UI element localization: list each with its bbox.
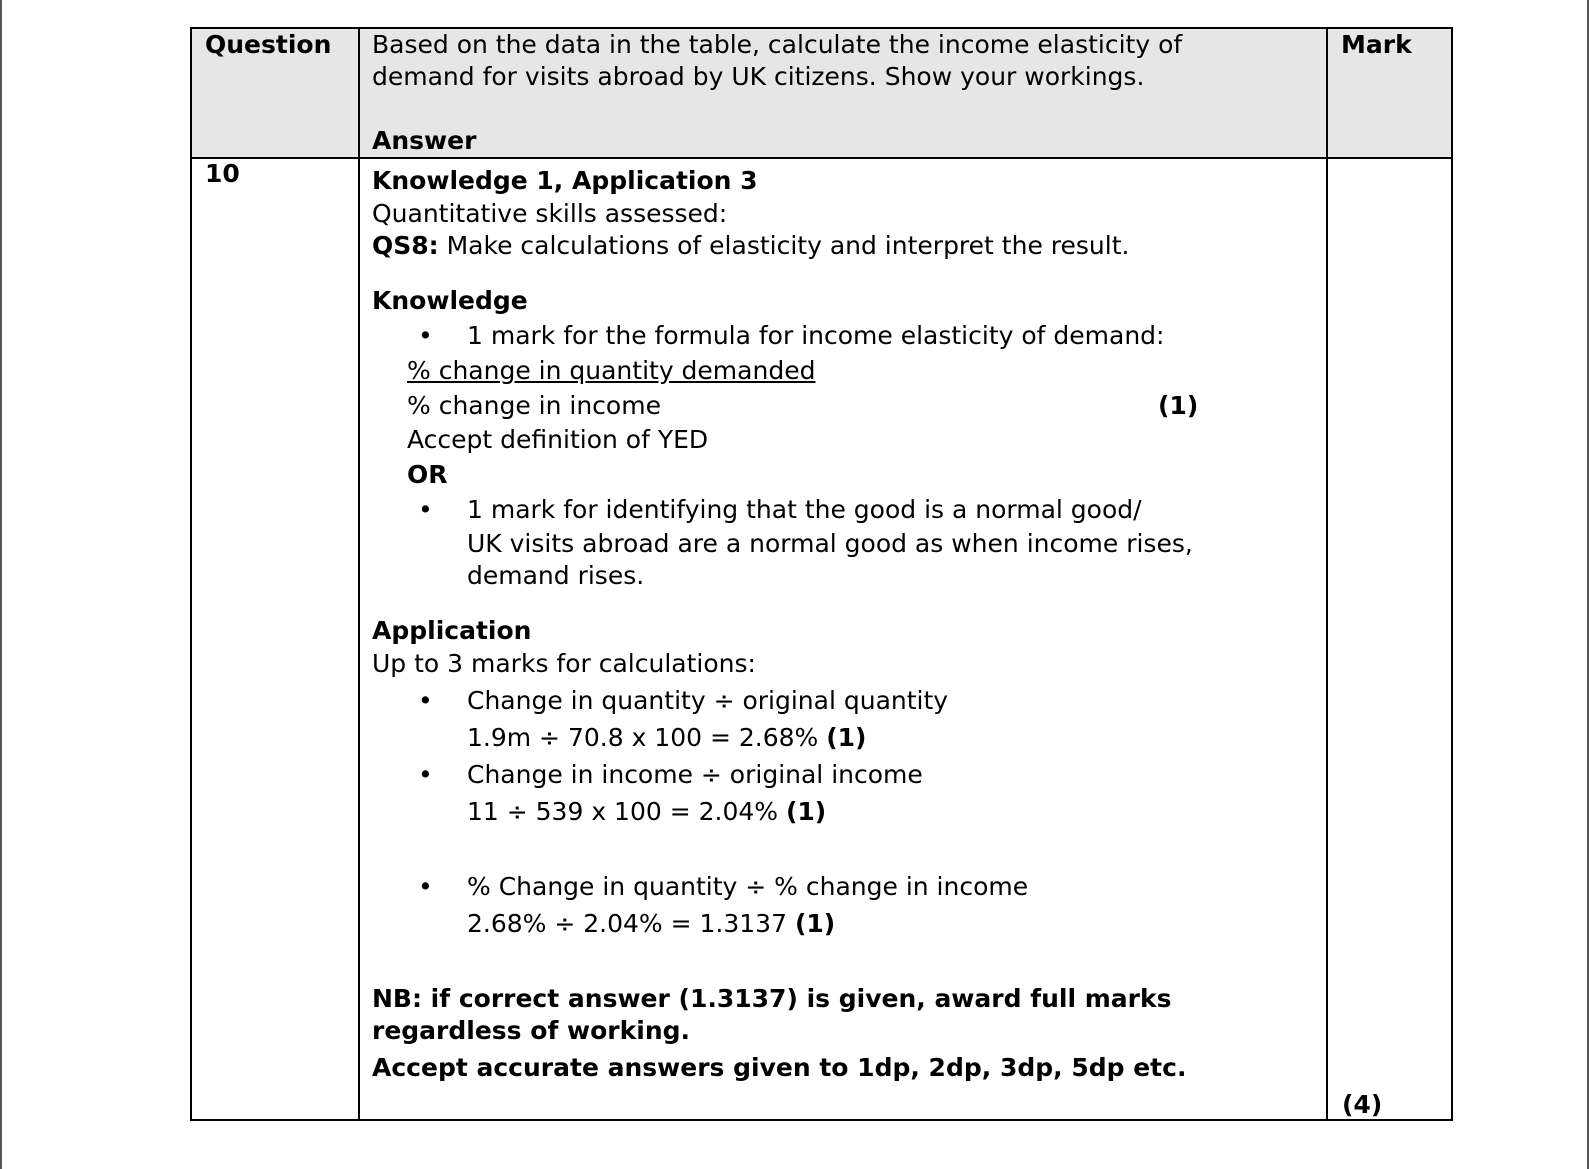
application-item-calc bbox=[467, 797, 826, 827]
or-label: OR bbox=[407, 460, 448, 489]
note-line: Accept accurate answers given to 1dp, 2dp, 3dp, 5dp etc. bbox=[372, 1053, 1187, 1082]
calc-mark: (1) bbox=[794, 909, 836, 938]
knowledge-bullet-line: demand rises. bbox=[467, 561, 645, 590]
prompt-line: Based on the data in the table, calculate the income elasticity of bbox=[372, 30, 1183, 59]
answer-header: Answer bbox=[372, 126, 477, 155]
column-divider bbox=[1326, 29, 1328, 1119]
bullet-icon: • bbox=[418, 760, 433, 789]
prompt-line: demand for visits abroad by UK citizens. Show your workings. bbox=[372, 62, 1145, 91]
application-item-calc bbox=[467, 723, 866, 753]
application-item-label: % Change in quantity ÷ % change in income bbox=[467, 872, 1029, 901]
column-divider bbox=[358, 29, 360, 1119]
note-line: regardless of working. bbox=[372, 1016, 691, 1045]
skills-label: Quantitative skills assessed: bbox=[372, 199, 728, 228]
knowledge-bullet-line: UK visits abroad are a normal good as when income rises, bbox=[467, 529, 1193, 558]
calc-text: 2.68% ÷ 2.04% = 1.3137 bbox=[467, 909, 795, 938]
calc-mark: (1) bbox=[785, 797, 827, 826]
note-line: NB: if correct answer (1.3137) is given, award full marks bbox=[372, 984, 1172, 1013]
application-item-label: Change in income ÷ original income bbox=[467, 760, 923, 789]
calc-text: 1.9m ÷ 70.8 x 100 = 2.68% bbox=[467, 723, 827, 752]
application-item-label: Change in quantity ÷ original quantity bbox=[467, 686, 949, 715]
mark-header: Mark bbox=[1341, 30, 1412, 59]
qs-line bbox=[372, 231, 1129, 261]
application-item-calc bbox=[467, 909, 835, 939]
bullet-icon: • bbox=[418, 495, 433, 524]
calc-text: 11 ÷ 539 x 100 = 2.04% bbox=[467, 797, 786, 826]
application-title: Application bbox=[372, 616, 532, 645]
formula-mark: (1) bbox=[1158, 391, 1199, 420]
qs-code: QS8: bbox=[372, 231, 439, 260]
formula-denominator: % change in income bbox=[407, 391, 661, 420]
application-intro: Up to 3 marks for calculations: bbox=[372, 649, 756, 678]
knowledge-title: Knowledge bbox=[372, 286, 528, 315]
question-number: 10 bbox=[205, 159, 240, 188]
qs-text: Make calculations of elasticity and interpret the result. bbox=[438, 231, 1130, 260]
total-mark: (4) bbox=[1342, 1090, 1383, 1119]
bullet-icon: • bbox=[418, 872, 433, 901]
page-edge-left bbox=[0, 0, 2, 1169]
marks-breakdown-heading: Knowledge 1, Application 3 bbox=[372, 166, 758, 195]
formula-numerator: % change in quantity demanded bbox=[407, 356, 816, 385]
knowledge-bullet-line: 1 mark for identifying that the good is a normal good/ bbox=[467, 495, 1142, 524]
bullet-icon: • bbox=[418, 686, 433, 715]
knowledge-bullet: 1 mark for the formula for income elasticity of demand: bbox=[467, 321, 1165, 350]
bullet-icon: • bbox=[418, 321, 433, 350]
accept-definition: Accept definition of YED bbox=[407, 425, 709, 454]
question-header: Question bbox=[205, 30, 332, 59]
calc-mark: (1) bbox=[826, 723, 867, 752]
